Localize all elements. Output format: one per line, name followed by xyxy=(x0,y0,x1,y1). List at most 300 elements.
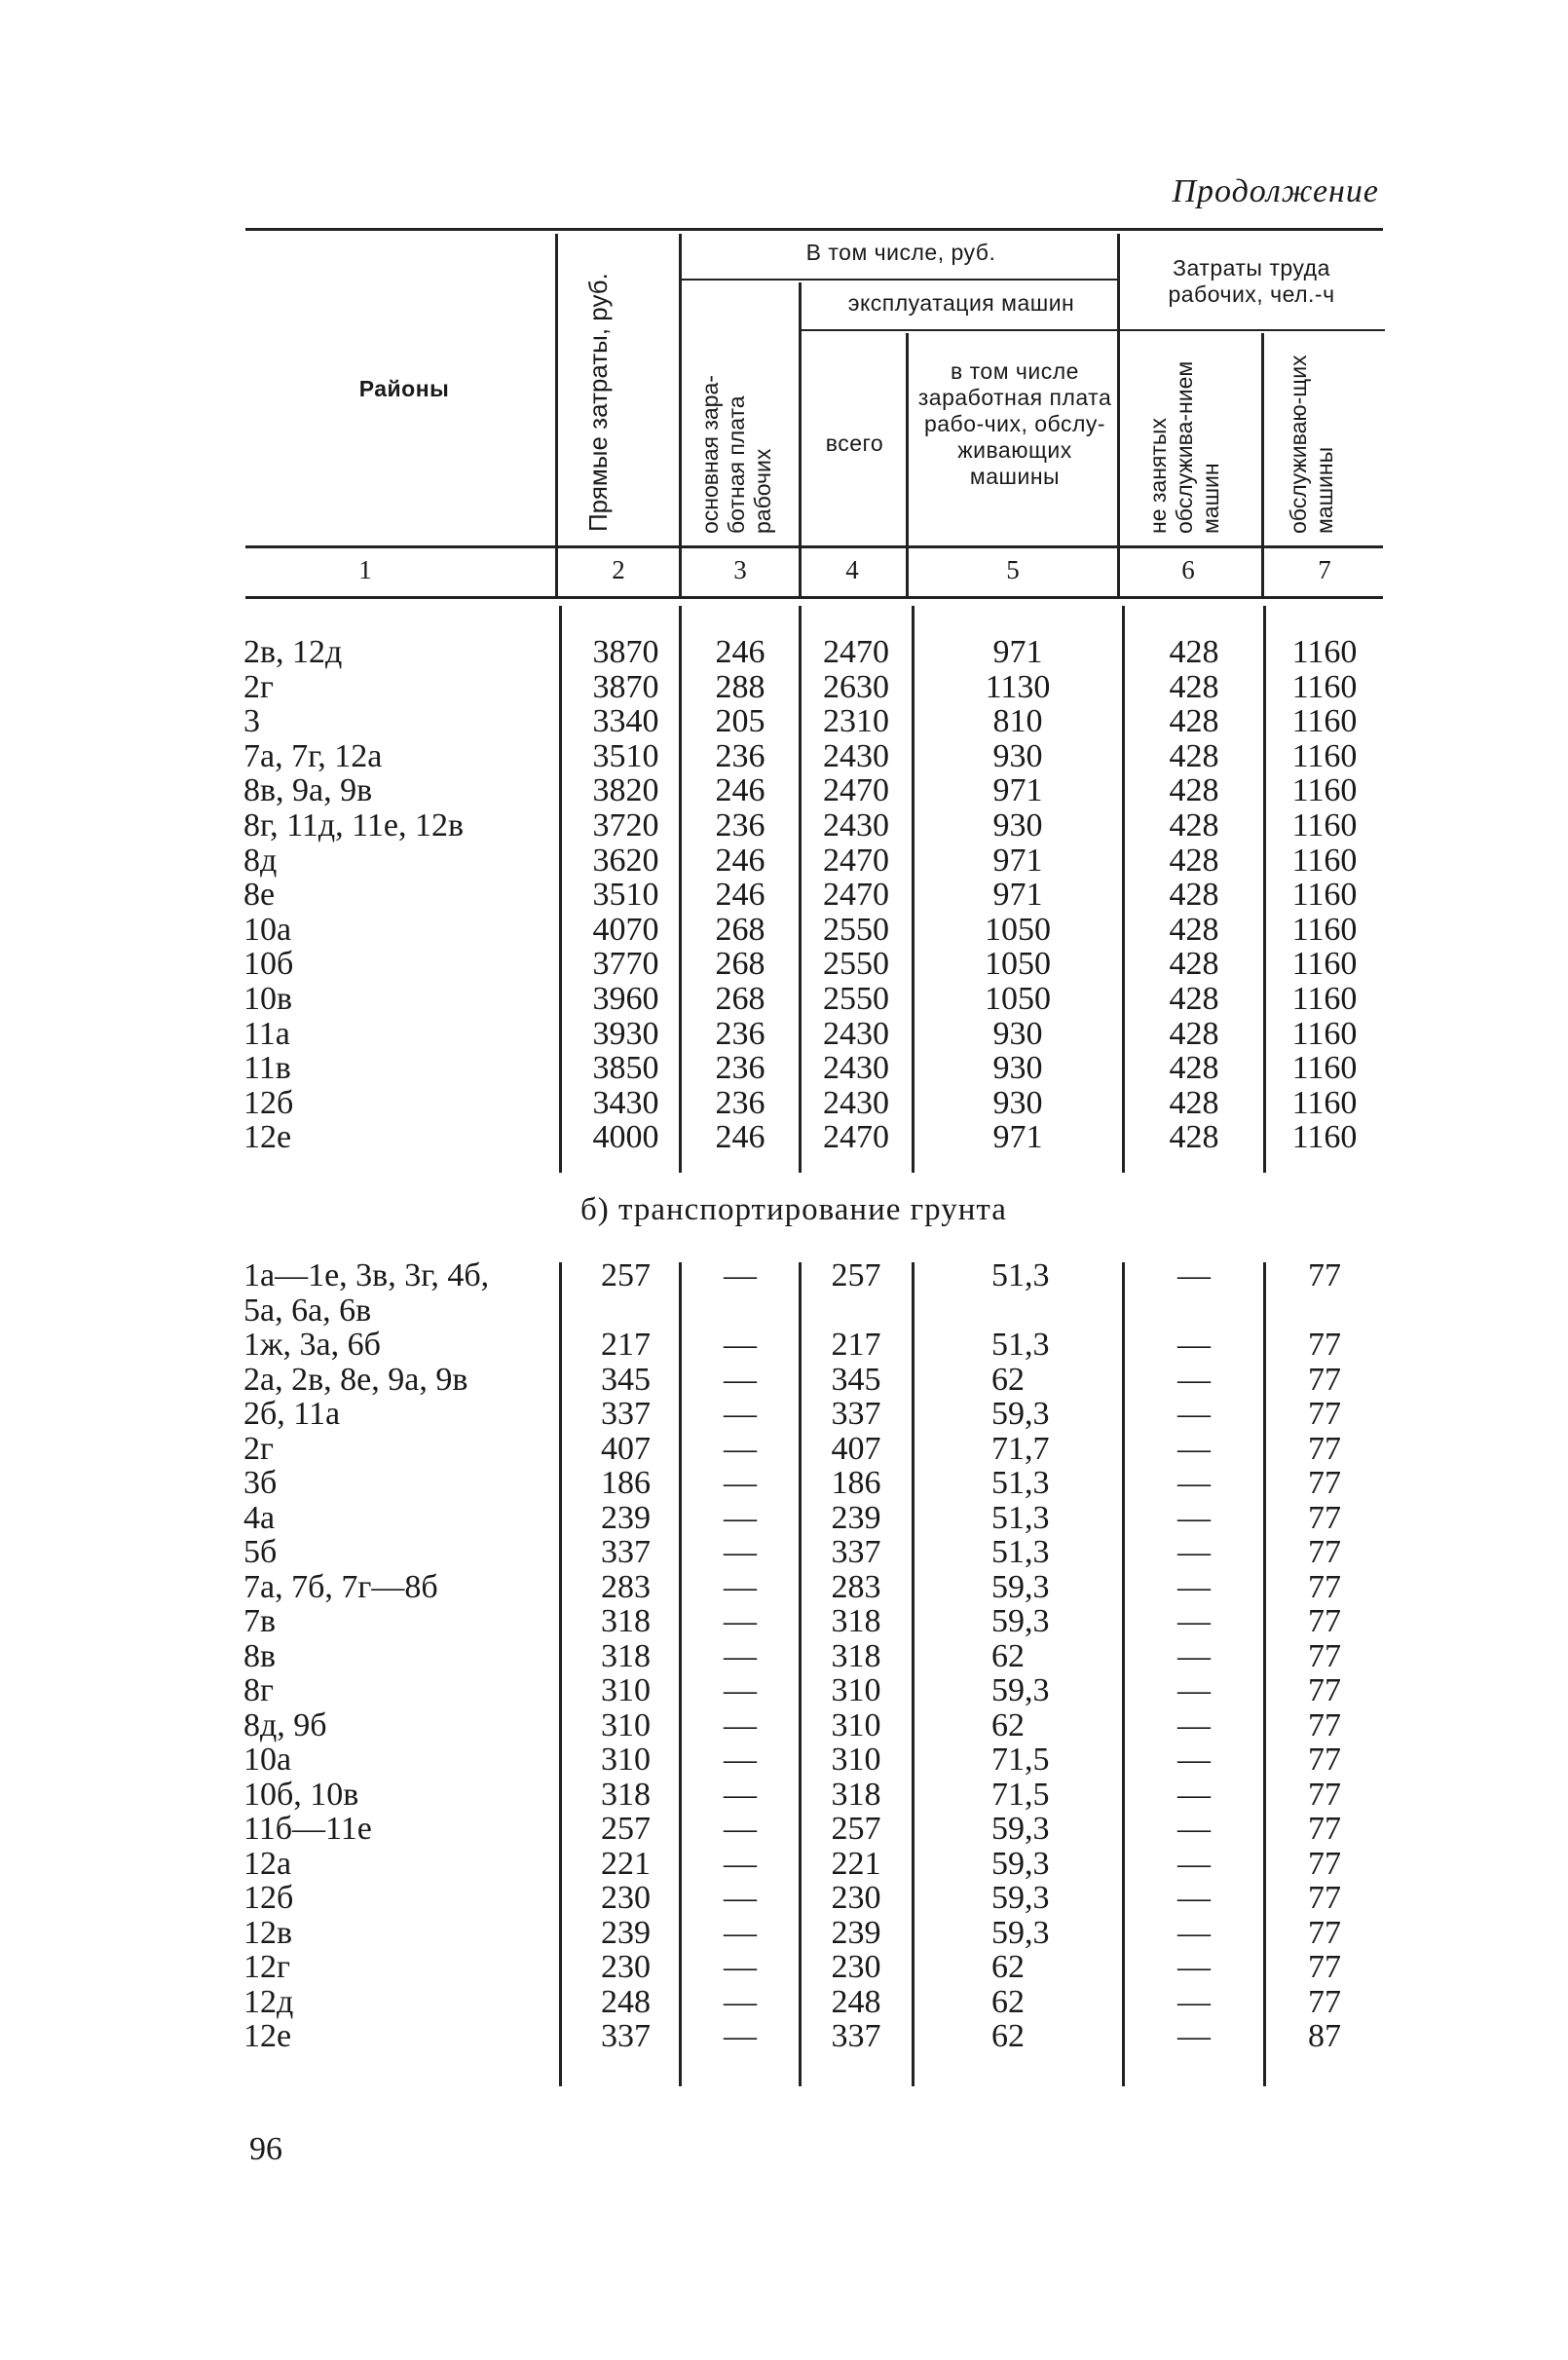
body-b-divider-3 xyxy=(799,1262,802,2086)
value-cell-c4: 257 xyxy=(831,1257,881,1293)
region-cell: 10б, 10в xyxy=(243,1776,359,1813)
value-cell-c2: 239 xyxy=(601,1499,651,1536)
region-cell: 12е xyxy=(243,2018,292,2054)
colnum-4: 4 xyxy=(845,555,859,584)
colnum-5: 5 xyxy=(1006,555,1020,584)
value-cell-c7: 77 xyxy=(1308,1845,1341,1882)
value-cell-c5: 810 xyxy=(992,703,1043,740)
value-cell-c2: 310 xyxy=(601,1672,651,1708)
value-cell-c7: 77 xyxy=(1308,1327,1341,1363)
value-cell-c4: 310 xyxy=(831,1706,881,1743)
value-cell-c4: 2470 xyxy=(823,877,889,914)
value-cell-c6: 428 xyxy=(1169,737,1219,774)
body-b-divider-1 xyxy=(559,1262,562,2086)
value-cell-c2: 4000 xyxy=(592,1119,659,1156)
value-cell-c7: 77 xyxy=(1308,1257,1341,1293)
header-divider-1 xyxy=(555,234,558,596)
value-cell-c7: 1160 xyxy=(1291,668,1358,705)
header-direct-costs: Прямые затраты, руб. xyxy=(583,273,613,532)
value-cell-c3: — xyxy=(724,1706,757,1743)
value-cell-c2: 3720 xyxy=(592,807,659,843)
value-cell-c2: 3510 xyxy=(592,737,659,774)
value-cell-c6: 428 xyxy=(1169,1015,1219,1052)
value-cell-c3: — xyxy=(724,1499,757,1536)
value-cell-c5: 51,3 xyxy=(991,1257,1050,1293)
value-cell-c3: — xyxy=(724,1637,757,1674)
including-group-rule xyxy=(682,279,1120,281)
page-number: 96 xyxy=(249,2131,282,2167)
value-cell-c7: 77 xyxy=(1308,1706,1341,1743)
body-a-divider-5 xyxy=(1122,606,1125,1173)
value-cell-c7: 77 xyxy=(1308,1776,1341,1813)
value-cell-c4: 407 xyxy=(831,1430,881,1467)
value-cell-c3: 236 xyxy=(715,737,765,774)
value-cell-c3: — xyxy=(724,1465,757,1501)
value-cell-c7: 1160 xyxy=(1291,981,1358,1017)
value-cell-c5: 62 xyxy=(991,2018,1025,2054)
value-cell-c4: 2550 xyxy=(823,946,889,983)
value-cell-c7: 1160 xyxy=(1291,911,1358,948)
value-cell-c3: — xyxy=(724,1742,757,1778)
header-base-salary: основная зара-ботная плата рабочих xyxy=(697,375,775,534)
value-cell-c5: 62 xyxy=(991,1983,1025,2020)
value-cell-c4: 257 xyxy=(831,1811,881,1847)
region-cell: 10б xyxy=(243,946,294,983)
value-cell-c7: 77 xyxy=(1308,1742,1341,1778)
value-cell-c3: 236 xyxy=(715,1050,765,1087)
value-cell-c3: — xyxy=(724,1672,757,1708)
region-cell: 12б xyxy=(243,1880,294,1916)
header-serving: обслуживаю-щих машины xyxy=(1286,355,1337,534)
value-cell-c3: — xyxy=(724,1949,757,1985)
value-cell-c5: 930 xyxy=(992,1050,1043,1087)
value-cell-c6: — xyxy=(1177,1430,1211,1467)
value-cell-c5: 59,3 xyxy=(991,1914,1050,1951)
value-cell-c6: — xyxy=(1177,1327,1211,1363)
value-cell-c3: — xyxy=(724,1327,757,1363)
region-cell: 2б, 11а xyxy=(243,1396,341,1432)
value-cell-c3: — xyxy=(724,1396,757,1432)
colnum-3: 3 xyxy=(733,555,747,584)
body-a-divider-3 xyxy=(799,606,802,1173)
value-cell-c6: 428 xyxy=(1169,1084,1219,1121)
value-cell-c4: 186 xyxy=(831,1465,881,1501)
value-cell-c5: 51,3 xyxy=(991,1465,1050,1501)
value-cell-c4: 2470 xyxy=(823,772,889,809)
value-cell-c3: 236 xyxy=(715,807,765,843)
value-cell-c3: — xyxy=(724,1568,757,1605)
value-cell-c6: — xyxy=(1177,1568,1211,1605)
body-b-divider-4 xyxy=(912,1262,915,2086)
header-divider-2 xyxy=(679,234,682,596)
value-cell-c5: 971 xyxy=(992,1119,1043,1156)
header-divider-4 xyxy=(906,333,909,596)
value-cell-c7: 1160 xyxy=(1291,842,1358,879)
body-a-divider-4 xyxy=(912,606,915,1173)
labor-group-rule xyxy=(1120,329,1385,331)
value-cell-c2: 3850 xyxy=(592,1050,659,1087)
region-cell: 2г xyxy=(243,1430,274,1467)
value-cell-c6: — xyxy=(1177,1465,1211,1501)
value-cell-c7: 1160 xyxy=(1291,1084,1358,1121)
value-cell-c7: 77 xyxy=(1308,1430,1341,1467)
header-divider-6 xyxy=(1261,333,1264,596)
header-machine-operation: эксплуатация машин xyxy=(847,290,1075,316)
value-cell-c5: 1050 xyxy=(985,981,1051,1017)
region-cell: 8в xyxy=(243,1637,277,1674)
value-cell-c5: 71,7 xyxy=(991,1430,1050,1467)
value-cell-c3: — xyxy=(724,1430,757,1467)
value-cell-c4: 2430 xyxy=(823,737,889,774)
region-cell: 11а xyxy=(243,1015,290,1052)
value-cell-c7: 77 xyxy=(1308,1396,1341,1432)
region-cell: 12е xyxy=(243,1119,292,1156)
value-cell-c5: 59,3 xyxy=(991,1568,1050,1605)
value-cell-c7: 77 xyxy=(1308,1914,1341,1951)
region-cell: 3б xyxy=(243,1465,278,1501)
value-cell-c2: 337 xyxy=(601,1396,651,1432)
value-cell-c4: 217 xyxy=(831,1327,881,1363)
colnum-bottom-rule xyxy=(245,596,1383,599)
value-cell-c4: 2550 xyxy=(823,981,889,1017)
value-cell-c4: 310 xyxy=(831,1742,881,1778)
value-cell-c2: 318 xyxy=(601,1637,651,1674)
region-cell: 10а xyxy=(243,911,292,948)
value-cell-c7: 1160 xyxy=(1291,1050,1358,1087)
value-cell-c7: 77 xyxy=(1308,1499,1341,1536)
value-cell-c3: — xyxy=(724,1845,757,1882)
region-cell: 2в, 12д xyxy=(243,634,343,670)
value-cell-c6: 428 xyxy=(1169,772,1219,809)
value-cell-c3: 236 xyxy=(715,1084,765,1121)
value-cell-c5: 51,3 xyxy=(991,1534,1050,1570)
value-cell-c7: 77 xyxy=(1308,1465,1341,1501)
value-cell-c6: 428 xyxy=(1169,981,1219,1017)
value-cell-c2: 3870 xyxy=(592,668,659,705)
value-cell-c6: — xyxy=(1177,1499,1211,1536)
value-cell-c6: 428 xyxy=(1169,1050,1219,1087)
value-cell-c4: 2630 xyxy=(823,668,889,705)
body-b-divider-5 xyxy=(1122,1262,1125,2086)
header-divider-3 xyxy=(799,282,802,596)
value-cell-c2: 230 xyxy=(601,1880,651,1916)
value-cell-c7: 1160 xyxy=(1291,946,1358,983)
value-cell-c2: 3770 xyxy=(592,946,659,983)
header-region: Районы xyxy=(358,376,450,401)
value-cell-c6: — xyxy=(1177,1949,1211,1985)
value-cell-c6: — xyxy=(1177,1672,1211,1708)
header-top-rule xyxy=(245,228,1383,231)
value-cell-c6: — xyxy=(1177,1257,1211,1293)
value-cell-c6: 428 xyxy=(1169,911,1219,948)
region-cell: 3 xyxy=(243,703,260,740)
value-cell-c5: 59,3 xyxy=(991,1396,1050,1432)
value-cell-c5: 930 xyxy=(992,1015,1043,1052)
value-cell-c5: 971 xyxy=(992,634,1043,670)
value-cell-c7: 77 xyxy=(1308,1811,1341,1847)
value-cell-c4: 318 xyxy=(831,1776,881,1813)
value-cell-c5: 62 xyxy=(991,1361,1025,1398)
value-cell-c6: 428 xyxy=(1169,703,1219,740)
value-cell-c7: 77 xyxy=(1308,1361,1341,1398)
value-cell-c7: 77 xyxy=(1308,1880,1341,1916)
value-cell-c3: — xyxy=(724,1811,757,1847)
value-cell-c4: 318 xyxy=(831,1603,881,1639)
value-cell-c2: 3510 xyxy=(592,877,659,914)
region-cell: 12г xyxy=(243,1949,290,1985)
header-divider-5 xyxy=(1117,234,1120,596)
value-cell-c4: 345 xyxy=(831,1361,881,1398)
region-cell: 7а, 7б, 7г—8б xyxy=(243,1568,438,1605)
region-cell: 8д, 9б xyxy=(243,1706,327,1743)
region-cell: 2а, 2в, 8е, 9а, 9в xyxy=(243,1361,468,1398)
region-cell: 7в xyxy=(243,1603,277,1639)
value-cell-c5: 51,3 xyxy=(991,1499,1050,1536)
value-cell-c4: 2550 xyxy=(823,911,889,948)
colnum-2: 2 xyxy=(612,555,625,584)
region-cell: 10в xyxy=(243,981,293,1017)
value-cell-c5: 62 xyxy=(991,1637,1025,1674)
value-cell-c3: 268 xyxy=(715,911,765,948)
region-cell: 12д xyxy=(243,1983,294,2020)
value-cell-c4: 221 xyxy=(831,1845,881,1882)
value-cell-c3: 246 xyxy=(715,634,765,670)
value-cell-c6: 428 xyxy=(1169,877,1219,914)
value-cell-c2: 337 xyxy=(601,1534,651,1570)
value-cell-c3: 246 xyxy=(715,772,765,809)
value-cell-c4: 318 xyxy=(831,1637,881,1674)
value-cell-c3: 246 xyxy=(715,842,765,879)
value-cell-c5: 62 xyxy=(991,1706,1025,1743)
value-cell-c2: 248 xyxy=(601,1983,651,2020)
value-cell-c7: 1160 xyxy=(1291,877,1358,914)
value-cell-c4: 2470 xyxy=(823,1119,889,1156)
value-cell-c7: 77 xyxy=(1308,1949,1341,1985)
region-cell: 11б—11е xyxy=(243,1811,372,1847)
colnum-7: 7 xyxy=(1318,555,1331,584)
region-cell: 5б xyxy=(243,1534,278,1570)
value-cell-c2: 3960 xyxy=(592,981,659,1017)
value-cell-c6: — xyxy=(1177,2018,1211,2054)
value-cell-c4: 2430 xyxy=(823,1084,889,1121)
value-cell-c4: 248 xyxy=(831,1983,881,2020)
value-cell-c5: 1130 xyxy=(985,668,1051,705)
value-cell-c4: 310 xyxy=(831,1672,881,1708)
region-cell: 2г xyxy=(243,668,274,705)
value-cell-c4: 337 xyxy=(831,2018,881,2054)
region-cell: 5а, 6а, 6в xyxy=(243,1292,372,1329)
value-cell-c2: 337 xyxy=(601,2018,651,2054)
value-cell-c6: — xyxy=(1177,1361,1211,1398)
value-cell-c2: 3820 xyxy=(592,772,659,809)
value-cell-c2: 257 xyxy=(601,1257,651,1293)
value-cell-c7: 77 xyxy=(1308,1603,1341,1639)
value-cell-c6: — xyxy=(1177,1914,1211,1951)
value-cell-c2: 230 xyxy=(601,1949,651,1985)
value-cell-c5: 1050 xyxy=(985,946,1051,983)
region-cell: 1а—1е, 3в, 3г, 4б, xyxy=(243,1257,490,1293)
value-cell-c6: 428 xyxy=(1169,946,1219,983)
value-cell-c7: 77 xyxy=(1308,1637,1341,1674)
value-cell-c2: 3340 xyxy=(592,703,659,740)
value-cell-c6: — xyxy=(1177,1396,1211,1432)
colnum-1: 1 xyxy=(358,555,372,584)
value-cell-c6: — xyxy=(1177,1776,1211,1813)
value-cell-c5: 59,3 xyxy=(991,1603,1050,1639)
section-b-title: б) транспортирование грунта xyxy=(580,1192,1007,1227)
value-cell-c2: 186 xyxy=(601,1465,651,1501)
value-cell-c3: — xyxy=(724,2018,757,2054)
value-cell-c6: — xyxy=(1177,1845,1211,1882)
value-cell-c6: — xyxy=(1177,1880,1211,1916)
value-cell-c6: — xyxy=(1177,1742,1211,1778)
value-cell-c6: 428 xyxy=(1169,842,1219,879)
value-cell-c5: 971 xyxy=(992,842,1043,879)
value-cell-c6: — xyxy=(1177,1534,1211,1570)
value-cell-c5: 930 xyxy=(992,807,1043,843)
value-cell-c6: — xyxy=(1177,1706,1211,1743)
value-cell-c7: 1160 xyxy=(1291,703,1358,740)
value-cell-c2: 4070 xyxy=(592,911,659,948)
continuation-label: Продолжение xyxy=(1172,173,1379,209)
value-cell-c5: 51,3 xyxy=(991,1327,1050,1363)
value-cell-c4: 2430 xyxy=(823,1015,889,1052)
value-cell-c2: 3870 xyxy=(592,634,659,670)
value-cell-c5: 59,3 xyxy=(991,1672,1050,1708)
value-cell-c2: 310 xyxy=(601,1706,651,1743)
value-cell-c2: 239 xyxy=(601,1914,651,1951)
value-cell-c3: 268 xyxy=(715,946,765,983)
value-cell-c2: 3620 xyxy=(592,842,659,879)
value-cell-c7: 87 xyxy=(1308,2018,1341,2054)
value-cell-c7: 77 xyxy=(1308,1568,1341,1605)
value-cell-c7: 1160 xyxy=(1291,1119,1358,1156)
value-cell-c3: 268 xyxy=(715,981,765,1017)
region-cell: 1ж, 3а, 6б xyxy=(243,1327,381,1363)
value-cell-c3: 288 xyxy=(715,668,765,705)
region-cell: 12а xyxy=(243,1845,292,1882)
region-cell: 8е xyxy=(243,877,276,914)
value-cell-c7: 77 xyxy=(1308,1983,1341,2020)
value-cell-c6: 428 xyxy=(1169,668,1219,705)
value-cell-c5: 59,3 xyxy=(991,1811,1050,1847)
value-cell-c2: 310 xyxy=(601,1742,651,1778)
value-cell-c5: 59,3 xyxy=(991,1845,1050,1882)
value-cell-c5: 71,5 xyxy=(991,1742,1050,1778)
header-labor-group: Затраты труда рабочих, чел.-ч xyxy=(1168,255,1335,307)
value-cell-c2: 345 xyxy=(601,1361,651,1398)
value-cell-c4: 230 xyxy=(831,1880,881,1916)
value-cell-c5: 930 xyxy=(992,737,1043,774)
value-cell-c5: 62 xyxy=(991,1949,1025,1985)
value-cell-c6: 428 xyxy=(1169,1119,1219,1156)
machine-operation-rule xyxy=(801,329,1122,331)
region-cell: 10а xyxy=(243,1742,292,1778)
value-cell-c3: 236 xyxy=(715,1015,765,1052)
value-cell-c3: — xyxy=(724,1534,757,1570)
value-cell-c3: — xyxy=(724,1880,757,1916)
region-cell: 8в, 9а, 9в xyxy=(243,772,373,809)
value-cell-c3: 246 xyxy=(715,1119,765,1156)
header-bottom-rule xyxy=(245,545,1383,548)
value-cell-c7: 77 xyxy=(1308,1672,1341,1708)
value-cell-c6: — xyxy=(1177,1603,1211,1639)
value-cell-c2: 318 xyxy=(601,1776,651,1813)
value-cell-c7: 1160 xyxy=(1291,1015,1358,1052)
value-cell-c5: 971 xyxy=(992,772,1043,809)
value-cell-c6: — xyxy=(1177,1811,1211,1847)
value-cell-c4: 2430 xyxy=(823,1050,889,1087)
region-cell: 8г, 11д, 11е, 12в xyxy=(243,807,465,843)
value-cell-c3: — xyxy=(724,1257,757,1293)
value-cell-c6: 428 xyxy=(1169,634,1219,670)
value-cell-c7: 1160 xyxy=(1291,772,1358,809)
value-cell-c2: 3930 xyxy=(592,1015,659,1052)
value-cell-c2: 283 xyxy=(601,1568,651,1605)
value-cell-c5: 971 xyxy=(992,877,1043,914)
value-cell-c4: 239 xyxy=(831,1914,881,1951)
body-a-divider-1 xyxy=(559,606,562,1173)
value-cell-c3: — xyxy=(724,1361,757,1398)
value-cell-c3: 246 xyxy=(715,877,765,914)
value-cell-c5: 1050 xyxy=(985,911,1051,948)
region-cell: 12б xyxy=(243,1084,294,1121)
value-cell-c3: — xyxy=(724,1776,757,1813)
value-cell-c4: 2430 xyxy=(823,807,889,843)
region-cell: 8г xyxy=(243,1672,274,1708)
value-cell-c3: 205 xyxy=(715,703,765,740)
value-cell-c7: 1160 xyxy=(1291,807,1358,843)
value-cell-c3: — xyxy=(724,1983,757,2020)
region-cell: 12в xyxy=(243,1914,293,1951)
value-cell-c5: 59,3 xyxy=(991,1880,1050,1916)
header-not-busy: не занятых обслужива-нием машин xyxy=(1145,360,1223,534)
region-cell: 8д xyxy=(243,842,278,879)
value-cell-c4: 283 xyxy=(831,1568,881,1605)
value-cell-c2: 217 xyxy=(601,1327,651,1363)
region-cell: 4а xyxy=(243,1499,276,1536)
value-cell-c4: 230 xyxy=(831,1949,881,1985)
value-cell-c4: 337 xyxy=(831,1396,881,1432)
value-cell-c2: 257 xyxy=(601,1811,651,1847)
value-cell-c6: — xyxy=(1177,1637,1211,1674)
header-including-group: В том числе, руб. xyxy=(805,240,996,265)
value-cell-c4: 337 xyxy=(831,1534,881,1570)
value-cell-c2: 221 xyxy=(601,1845,651,1882)
value-cell-c5: 930 xyxy=(992,1084,1043,1121)
region-cell: 11в xyxy=(243,1050,291,1087)
value-cell-c6: — xyxy=(1177,1983,1211,2020)
value-cell-c6: 428 xyxy=(1169,807,1219,843)
value-cell-c2: 318 xyxy=(601,1603,651,1639)
value-cell-c7: 1160 xyxy=(1291,634,1358,670)
colnum-6: 6 xyxy=(1181,555,1195,584)
header-incl-salary: в том числе заработная плата рабо-чих, обслу-живающих машины xyxy=(917,358,1112,489)
value-cell-c5: 71,5 xyxy=(991,1776,1050,1813)
value-cell-c2: 3430 xyxy=(592,1084,659,1121)
region-cell: 7а, 7г, 12а xyxy=(243,737,383,774)
header-total: всего xyxy=(825,431,884,456)
value-cell-c3: — xyxy=(724,1914,757,1951)
value-cell-c2: 407 xyxy=(601,1430,651,1467)
value-cell-c4: 2470 xyxy=(823,842,889,879)
value-cell-c4: 239 xyxy=(831,1499,881,1536)
value-cell-c3: — xyxy=(724,1603,757,1639)
value-cell-c7: 1160 xyxy=(1291,737,1358,774)
value-cell-c4: 2310 xyxy=(823,703,889,740)
value-cell-c4: 2470 xyxy=(823,634,889,670)
value-cell-c7: 77 xyxy=(1308,1534,1341,1570)
